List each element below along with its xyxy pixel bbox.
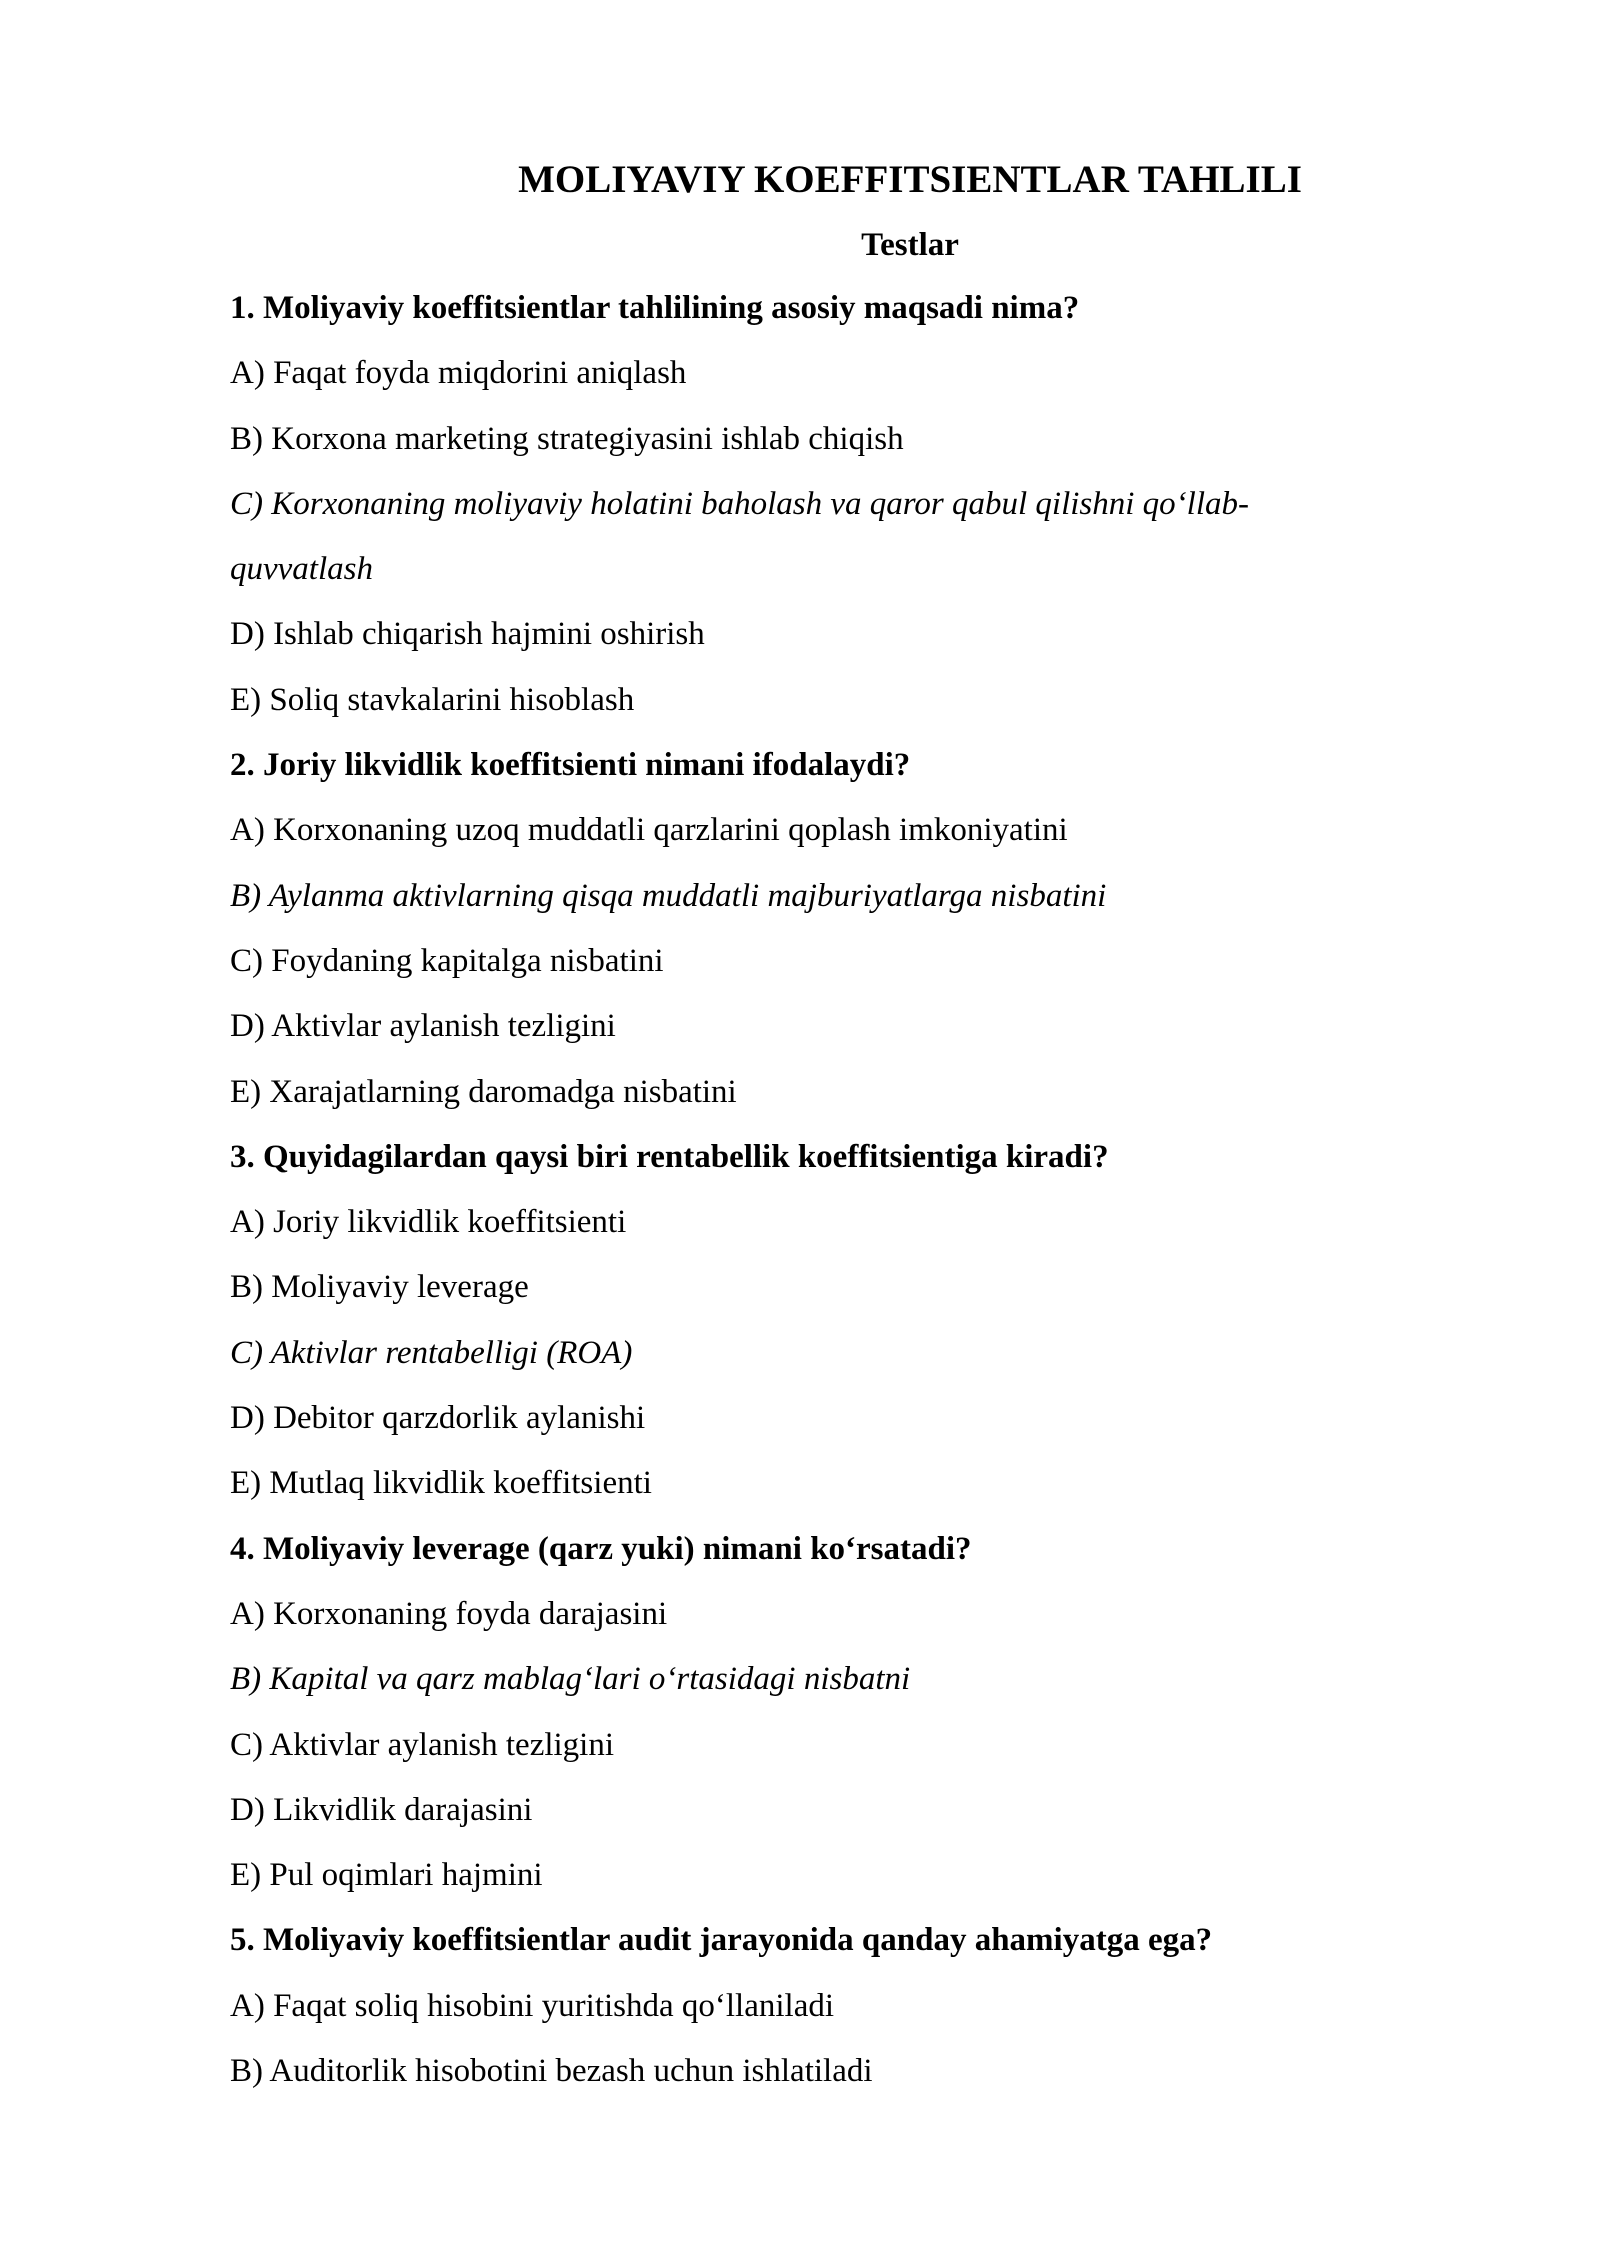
- question-4-option-b: B) Kapital va qarz mablag‘lari o‘rtasidagi nisbatni: [230, 1661, 911, 1698]
- question-4-option-e: E) Pul oqimlari hajmini: [230, 1857, 543, 1894]
- question-2-option-a: A) Korxonaning uzoq muddatli qarzlarini qoplash imkoniyatini: [230, 812, 1068, 849]
- question-1-option-c-continued: quvvatlash: [230, 551, 373, 588]
- question-1-option-e: E) Soliq stavkalarini hisoblash: [230, 681, 635, 718]
- question-3-option-a: A) Joriy likvidlik koeffitsienti: [230, 1204, 627, 1241]
- question-3-option-c: C) Aktivlar rentabelligi (ROA): [230, 1334, 633, 1371]
- question-5: 5. Moliyaviy koeffitsientlar audit jarayonida qanday ahamiyatga ega?: [230, 1922, 1213, 1959]
- question-2-option-b: B) Aylanma aktivlarning qisqa muddatli majburiyatlarga nisbatini: [230, 877, 1107, 914]
- question-3: 3. Quyidagilardan qaysi biri rentabellik koeffitsientiga kiradi?: [230, 1138, 1109, 1175]
- question-1: 1. Moliyaviy koeffitsientlar tahlilining asosiy maqsadi nima?: [230, 290, 1080, 326]
- question-1-option-a: A) Faqat foyda miqdorini aniqlash: [230, 355, 687, 392]
- question-1-option-b: B) Korxona marketing strategiyasini ishlab chiqish: [230, 420, 904, 457]
- question-4-option-c: C) Aktivlar aylanish tezligini: [230, 1726, 615, 1763]
- question-4-option-a: A) Korxonaning foyda darajasini: [230, 1595, 668, 1632]
- document-body: [230, 146, 1400, 2104]
- document-title: MOLIYAVIY KOEFFITSIENTLAR TAHLILI: [518, 158, 1302, 201]
- question-5-option-b: B) Auditorlik hisobotini bezash uchun ishlatiladi: [230, 2053, 873, 2090]
- question-2-option-e: E) Xarajatlarning daromadga nisbatini: [230, 1073, 737, 1110]
- question-4: 4. Moliyaviy leverage (qarz yuki) nimani ko‘rsatadi?: [230, 1530, 972, 1567]
- question-1-option-c: C) Korxonaning moliyaviy holatini baholash va qaror qabul qilishni qo‘llab-: [230, 485, 1249, 522]
- question-2: 2. Joriy likvidlik koeffitsienti nimani ifodalaydi?: [230, 747, 911, 784]
- question-5-option-a: A) Faqat soliq hisobini yuritishda qo‘llaniladi: [230, 1987, 835, 2024]
- question-1-option-d: D) Ishlab chiqarish hajmini oshirish: [230, 616, 705, 653]
- question-2-option-c: C) Foydaning kapitalga nisbatini: [230, 942, 664, 979]
- question-3-option-b: B) Moliyaviy leverage: [230, 1269, 529, 1306]
- question-3-option-e: E) Mutlaq likvidlik koeffitsienti: [230, 1465, 652, 1502]
- question-4-option-d: D) Likvidlik darajasini: [230, 1791, 533, 1828]
- document-subtitle: Testlar: [861, 227, 959, 263]
- question-3-option-d: D) Debitor qarzdorlik aylanishi: [230, 1400, 646, 1437]
- question-2-option-d: D) Aktivlar aylanish tezligini: [230, 1008, 616, 1045]
